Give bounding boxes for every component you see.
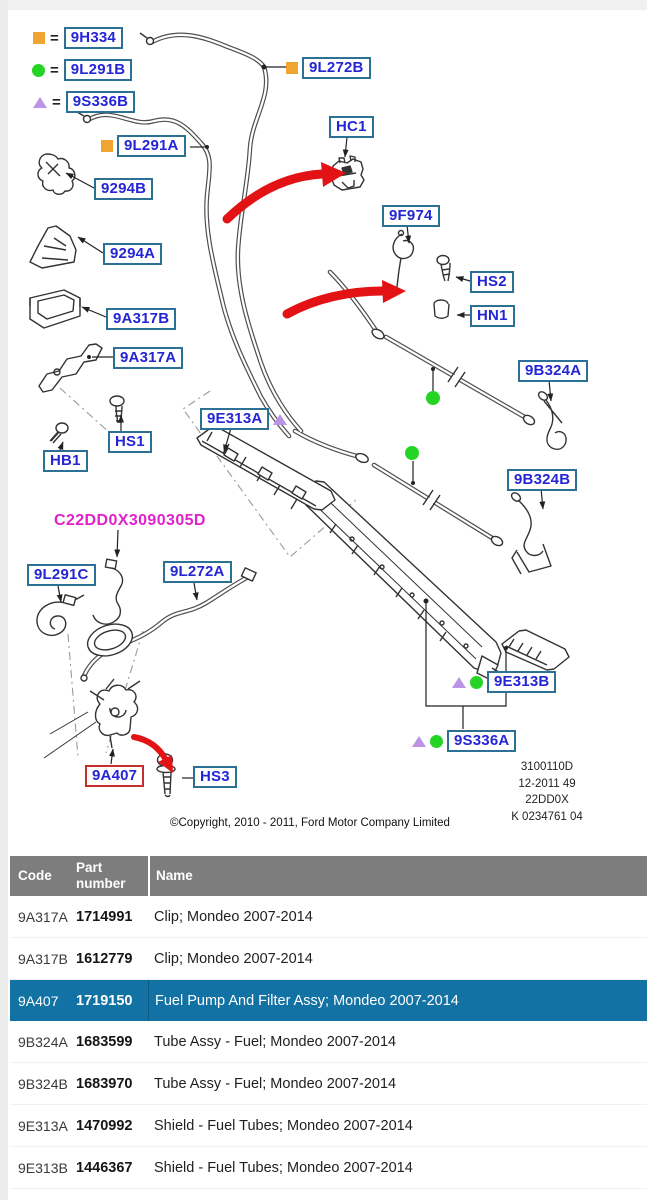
tube-break-marks [423,367,465,510]
cell-code: 9B324B [18,1075,68,1092]
cell-name: Shield - Fuel Tubes; Mondeo 2007-2014 [154,1117,413,1134]
table-header [10,856,647,896]
parts-table [10,856,647,1189]
cell-part-number: 1470992 [76,1117,133,1134]
equals-sign: = [52,93,61,111]
diagram-label-hs2 [470,271,514,293]
purple-triangle-icon [273,414,287,425]
plate-note-line: 3100110D [520,761,574,773]
diagram-label-hb1 [43,450,88,472]
cell-part-number: 1446367 [76,1159,133,1176]
plate-notes [486,759,608,825]
part-code-box-9l272b[interactable]: 9L272B [302,57,371,79]
vin-code-text: C22DD0X3090305D [54,512,206,529]
diagram-label-hs3 [193,766,237,788]
diagram-label-9l291a [101,135,186,157]
part-code-box-9a317a[interactable]: 9A317A [113,347,183,369]
header-part-number: Part number [76,860,126,891]
green-circle-icon [426,391,440,405]
cell-name: Tube Assy - Fuel; Mondeo 2007-2014 [154,1033,397,1050]
purple-triangle-icon [452,677,466,688]
orange-square-icon [33,32,45,44]
part-code-box-hn1[interactable]: HN1 [470,305,515,327]
cell-name: Clip; Mondeo 2007-2014 [154,950,313,967]
plate-note-line: 22DD0X [525,794,569,806]
part-code-box-9a407[interactable]: 9A407 [85,765,144,787]
legend-item-9s336b [33,91,135,113]
part-code-box-9e313a[interactable]: 9E313A [200,408,269,430]
diagram-label-hs1 [108,431,152,453]
diagram-label-9f974 [382,205,440,227]
plate-note-line: K 0234761 04 [511,810,583,823]
header-code: Code [18,868,52,883]
cell-name: Tube Assy - Fuel; Mondeo 2007-2014 [154,1075,397,1092]
diagram-label-9e313a [200,408,287,430]
cell-code: 9E313A [18,1117,68,1134]
diagram-symbols [405,391,440,460]
diagram-label-hc1 [329,116,374,138]
legend-item-9h334 [33,27,123,49]
cell-code: 9E313B [18,1159,68,1176]
diagram-label-9b324b [507,469,577,491]
legend-item-9l291b [32,59,132,81]
diagram-label-9294b [94,178,153,200]
part-code-box-9l272a[interactable]: 9L272A [163,561,232,583]
table-row[interactable] [10,896,647,938]
part-code-box-9l291b[interactable]: 9L291B [64,59,133,81]
green-circle-icon [405,446,419,460]
cell-name: Clip; Mondeo 2007-2014 [154,908,313,925]
equals-sign: = [50,61,59,79]
diagram-label-9s336a [412,730,516,752]
cell-part-number: 1719150 [76,992,133,1009]
part-code-box-9b324a[interactable]: 9B324A [518,360,588,382]
cell-part-number: 1683970 [76,1075,133,1092]
part-code-box-9f974[interactable]: 9F974 [382,205,440,227]
equals-sign: = [50,29,59,47]
green-circle-icon [470,676,483,689]
diagram-label-9a317b [106,308,176,330]
diagram-label-9l291c [27,564,96,586]
part-code-box-hb1[interactable]: HB1 [43,450,88,472]
cell-part-number: 1683599 [76,1033,133,1050]
cell-code: 9A317A [18,908,68,925]
header-name: Name [148,856,647,896]
table-row[interactable] [10,980,647,1021]
part-code-box-hs2[interactable]: HS2 [470,271,514,293]
part-code-box-9h334[interactable]: 9H334 [64,27,123,49]
part-code-box-9s336b[interactable]: 9S336B [66,91,135,113]
table-row[interactable] [10,938,647,980]
purple-triangle-icon [33,97,47,108]
table-body [10,896,647,1189]
cell-part-number: 1612779 [76,950,133,967]
cell-part-number: 1714991 [76,908,133,925]
green-circle-icon [430,735,443,748]
part-code-box-9294b[interactable]: 9294B [94,178,153,200]
diagram-label-9a317a [113,347,183,369]
part-code-box-9s336a[interactable]: 9S336A [447,730,516,752]
cell-code: 9B324A [18,1033,68,1050]
cell-code: 9A407 [18,992,59,1009]
table-row[interactable] [10,1105,647,1147]
diagram-label-9l272a [163,561,232,583]
part-code-box-hc1[interactable]: HC1 [329,116,374,138]
diagram-label-9l272b [286,57,371,79]
part-code-box-hs3[interactable]: HS3 [193,766,237,788]
diagram-label-9b324a [518,360,588,382]
part-code-box-9l291c[interactable]: 9L291C [27,564,96,586]
diagram-label-9a407 [85,765,144,787]
orange-square-icon [101,140,113,152]
cell-name: Fuel Pump And Filter Assy; Mondeo 2007-2014 [148,980,647,1021]
part-code-box-9294a[interactable]: 9294A [103,243,162,265]
part-code-box-9e313b[interactable]: 9E313B [487,671,556,693]
table-row[interactable] [10,1147,647,1189]
part-code-box-9b324b[interactable]: 9B324B [507,469,577,491]
part-code-box-hs1[interactable]: HS1 [108,431,152,453]
part-code-box-9l291a[interactable]: 9L291A [117,135,186,157]
part-code-box-9a317b[interactable]: 9A317B [106,308,176,330]
diagram-label-hn1 [470,305,515,327]
cell-name: Shield - Fuel Tubes; Mondeo 2007-2014 [154,1159,413,1176]
green-circle-icon [32,64,45,77]
diagram-label-9e313b [452,671,556,693]
copyright-text: ©Copyright, 2010 - 2011, Ford Motor Company Limited [170,817,450,829]
orange-square-icon [286,62,298,74]
plate-note-line: 12-2011 49 [518,777,576,790]
table-row[interactable] [10,1021,647,1063]
diagram-label-9294a [103,243,162,265]
table-row[interactable] [10,1063,647,1105]
purple-triangle-icon [412,736,426,747]
cell-code: 9A317B [18,950,68,967]
